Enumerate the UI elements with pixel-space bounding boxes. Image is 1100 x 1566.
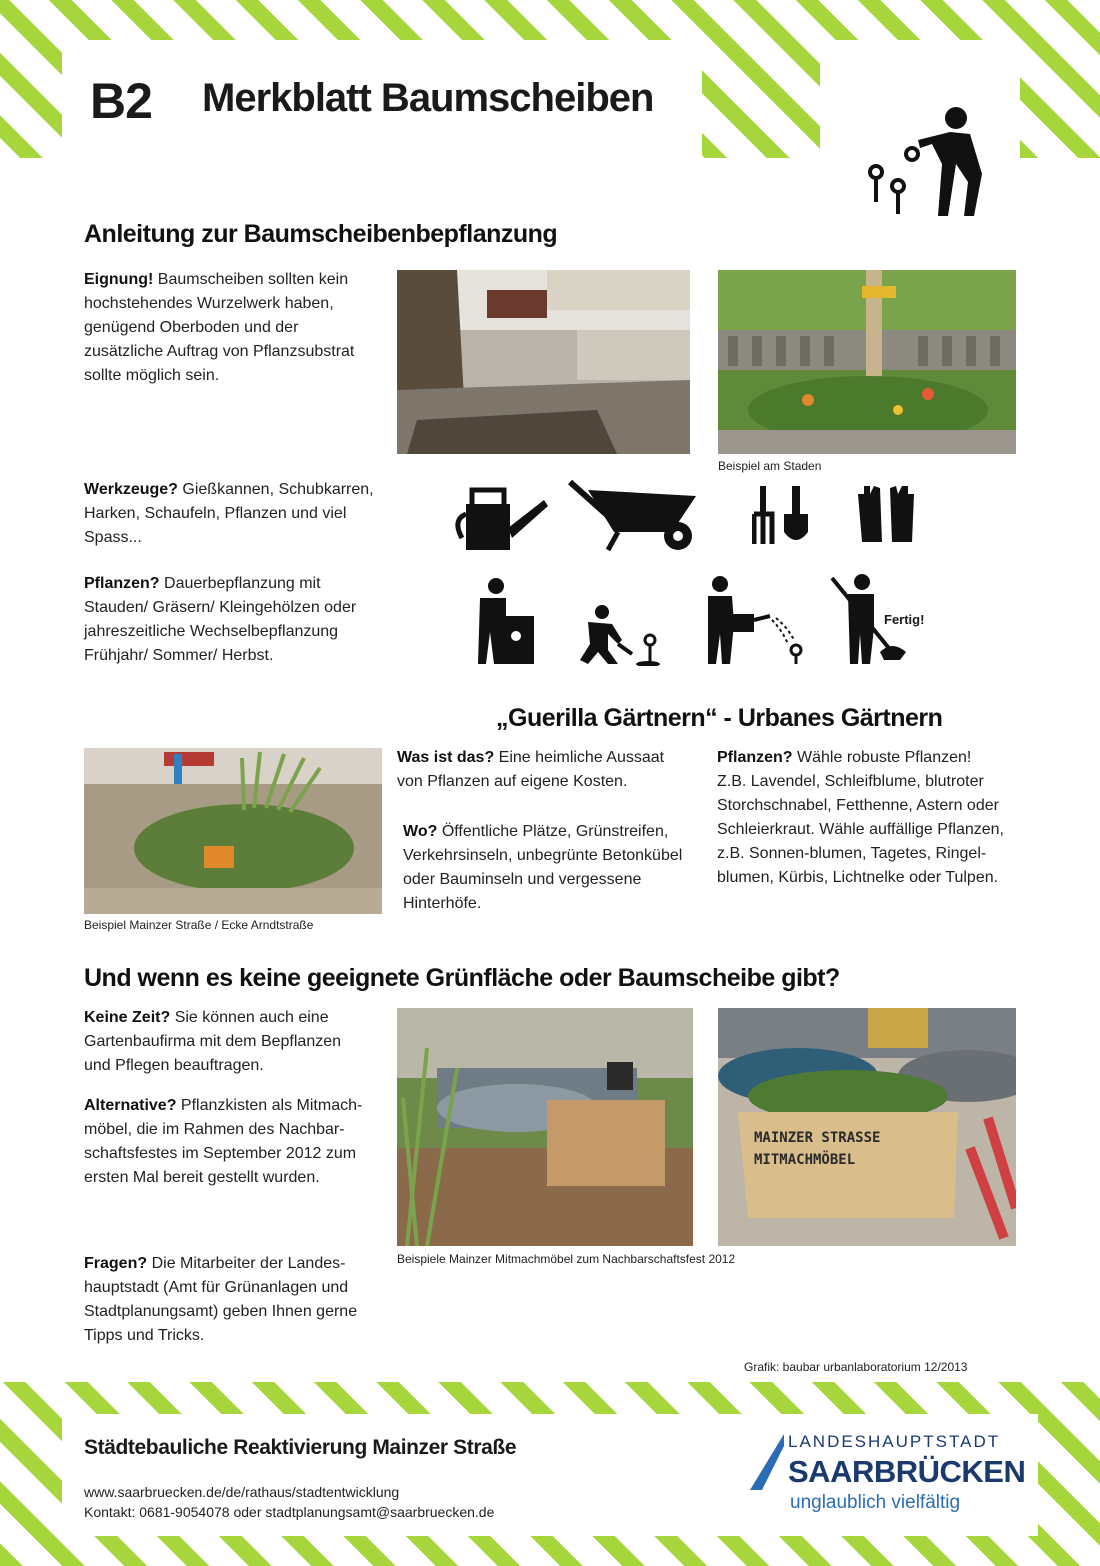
pflanzen-label-2: Pflanzen? <box>717 749 793 766</box>
footer-url[interactable]: www.saarbruecken.de/de/rathaus/stadtentwicklung <box>84 1484 400 1500</box>
saarbruecken-logo <box>750 1432 1026 1522</box>
gloves-icon <box>856 482 918 544</box>
section-heading-guerilla: „Guerilla Gärtnern“ - Urbanes Gärtnern <box>496 704 943 732</box>
werkzeuge-label: Werkzeuge? <box>84 481 178 498</box>
pflanzen-line: Frühjahr/ Sommer/ Herbst. <box>84 647 274 664</box>
fertig-label: Fertig! <box>884 612 925 627</box>
photo-sidewalk-tree <box>397 270 690 454</box>
crate-text-1: MAINZER STRASSE <box>754 1130 881 1146</box>
was-line: Eine heimliche Aussaat <box>498 749 665 766</box>
was-ist-das-label: Was ist das? <box>397 749 495 766</box>
keine-zeit-text <box>84 1006 384 1078</box>
graphics-credit: Grafik: baubar urbanlaboratorium 12/2013 <box>744 1360 968 1374</box>
gardener-icon <box>862 104 1002 222</box>
was-ist-das-text <box>397 746 707 794</box>
pflanzen-text-2 <box>717 746 1027 890</box>
logo-sub-text: unglaublich vielfältig <box>790 1492 961 1513</box>
pflanzen2-line: Z.B. Lavendel, Schleifblume, blutroter <box>717 773 984 790</box>
alternative-line: möbel, die im Rahmen des Nachbar- <box>84 1121 345 1138</box>
pflanzen-line: Stauden/ Gräsern/ Kleingehölzen oder <box>84 599 357 616</box>
wo-label: Wo? <box>403 823 438 840</box>
photo-mitmachmoebel-2 <box>718 1008 1016 1246</box>
alternative-line: ersten Mal bereit gestellt wurden. <box>84 1169 320 1186</box>
eignung-line: zusätzliche Auftrag von Pflanzsubstrat <box>84 343 355 360</box>
keinezeit-line: Gartenbaufirma mit dem Bepflanzen <box>84 1033 342 1050</box>
wo-line: Verkehrsinseln, unbegrünte Betonkübel <box>403 847 683 864</box>
fragen-line: Stadtplanungsamt) geben Ihnen gerne <box>84 1303 358 1320</box>
watering-person-icon <box>704 574 808 666</box>
page-title: Merkblatt Baumscheiben <box>202 76 654 120</box>
alternative-text <box>84 1094 384 1190</box>
caption-staden: Beispiel am Staden <box>718 459 822 473</box>
fragen-line: Tipps und Tricks. <box>84 1327 205 1344</box>
keine-zeit-label: Keine Zeit? <box>84 1009 171 1026</box>
footer-title: Städtebauliche Reaktivierung Mainzer Straße <box>84 1436 517 1459</box>
crate-text-2: MITMACHMÖBEL <box>754 1152 856 1168</box>
pflanzen2-line: Wähle robuste Pflanzen! <box>797 749 972 766</box>
pflanzen2-line: Storchschnabel, Fetthenne, Astern oder <box>717 797 999 814</box>
photo-mainzer-arndt <box>84 748 382 914</box>
wo-line: oder Bauminseln und vergessene <box>403 871 642 888</box>
planting-person-icon <box>578 604 660 666</box>
eignung-line: sollte möglich sein. <box>84 367 220 384</box>
alternative-label: Alternative? <box>84 1097 177 1114</box>
wo-text <box>403 820 713 916</box>
photo-staden <box>718 270 1016 454</box>
pflanzen-line: jahreszeitliche Wechselbepflanzung <box>84 623 339 640</box>
werkzeuge-line: Spass... <box>84 529 142 546</box>
eignung-label: Eignung! <box>84 271 154 288</box>
footer-contact[interactable]: Kontakt: 0681-9054078 oder stadtplanungsamt@saarbruecken.de <box>84 1504 495 1520</box>
pflanzen-line: Dauerbepflanzung mit <box>164 575 321 592</box>
caption-mitmachmoebel: Beispiele Mainzer Mitmachmöbel zum Nachbarschaftsfest 2012 <box>397 1252 736 1266</box>
pflanzen-label-1: Pflanzen? <box>84 575 160 592</box>
keinezeit-line: Sie können auch eine <box>174 1009 329 1026</box>
wo-line: Öffentliche Plätze, Grünstreifen, <box>441 823 669 840</box>
caption-mainzer-arndt: Beispiel Mainzer Straße / Ecke Arndtstraße <box>84 918 314 932</box>
eignung-line: hochstehendes Wurzelwerk haben, <box>84 295 334 312</box>
photo-mitmachmoebel-1 <box>397 1008 693 1246</box>
keinezeit-line: und Pflegen beauftragen. <box>84 1057 264 1074</box>
pflanzen2-line: Schleierkraut. Wähle auffällige Pflanzen, <box>717 821 1004 838</box>
fragen-line: hauptstadt (Amt für Grünanlagen und <box>84 1279 349 1296</box>
eignung-text <box>84 268 384 388</box>
werkzeuge-line: Harken, Schaufeln, Pflanzen und viel <box>84 505 347 522</box>
logo-mark-icon <box>750 1434 786 1490</box>
eignung-line: genügend Oberboden und der <box>84 319 299 336</box>
fragen-text <box>84 1252 384 1348</box>
werkzeuge-line: Gießkannen, Schubkarren, <box>182 481 374 498</box>
pflanzen-text-1 <box>84 572 394 668</box>
logo-top-text: LANDESHAUPTSTADT <box>788 1432 1001 1451</box>
fragen-line: Die Mitarbeiter der Landes- <box>151 1255 346 1272</box>
watering-can-icon <box>452 484 550 552</box>
fragen-label: Fragen? <box>84 1255 148 1272</box>
fork-and-shovel-icon <box>752 484 814 548</box>
wheelbarrow-icon <box>568 476 708 552</box>
eignung-line: Baumscheiben sollten kein <box>157 271 349 288</box>
alternative-line: Pflanzkisten als Mitmach- <box>180 1097 363 1114</box>
wo-line: Hinterhöfe. <box>403 895 482 912</box>
was-line: von Pflanzen auf eigene Kosten. <box>397 773 628 790</box>
section-heading-anleitung: Anleitung zur Baumscheibenbepflanzung <box>84 220 558 248</box>
sheet-code: B2 <box>90 73 152 129</box>
soil-bag-person-icon <box>466 576 538 666</box>
logo-main-text: SAARBRÜCKEN <box>788 1454 1026 1489</box>
pflanzen2-line: blumen, Kürbis, Lichtnelke oder Tulpen. <box>717 869 999 886</box>
section-heading-alternative: Und wenn es keine geeignete Grünfläche oder Baumscheibe gibt? <box>84 964 840 992</box>
alternative-line: schaftsfestes im September 2012 zum <box>84 1145 357 1162</box>
pflanzen2-line: z.B. Sonnen-blumen, Tagetes, Ringel- <box>717 845 987 862</box>
werkzeuge-text <box>84 478 394 550</box>
